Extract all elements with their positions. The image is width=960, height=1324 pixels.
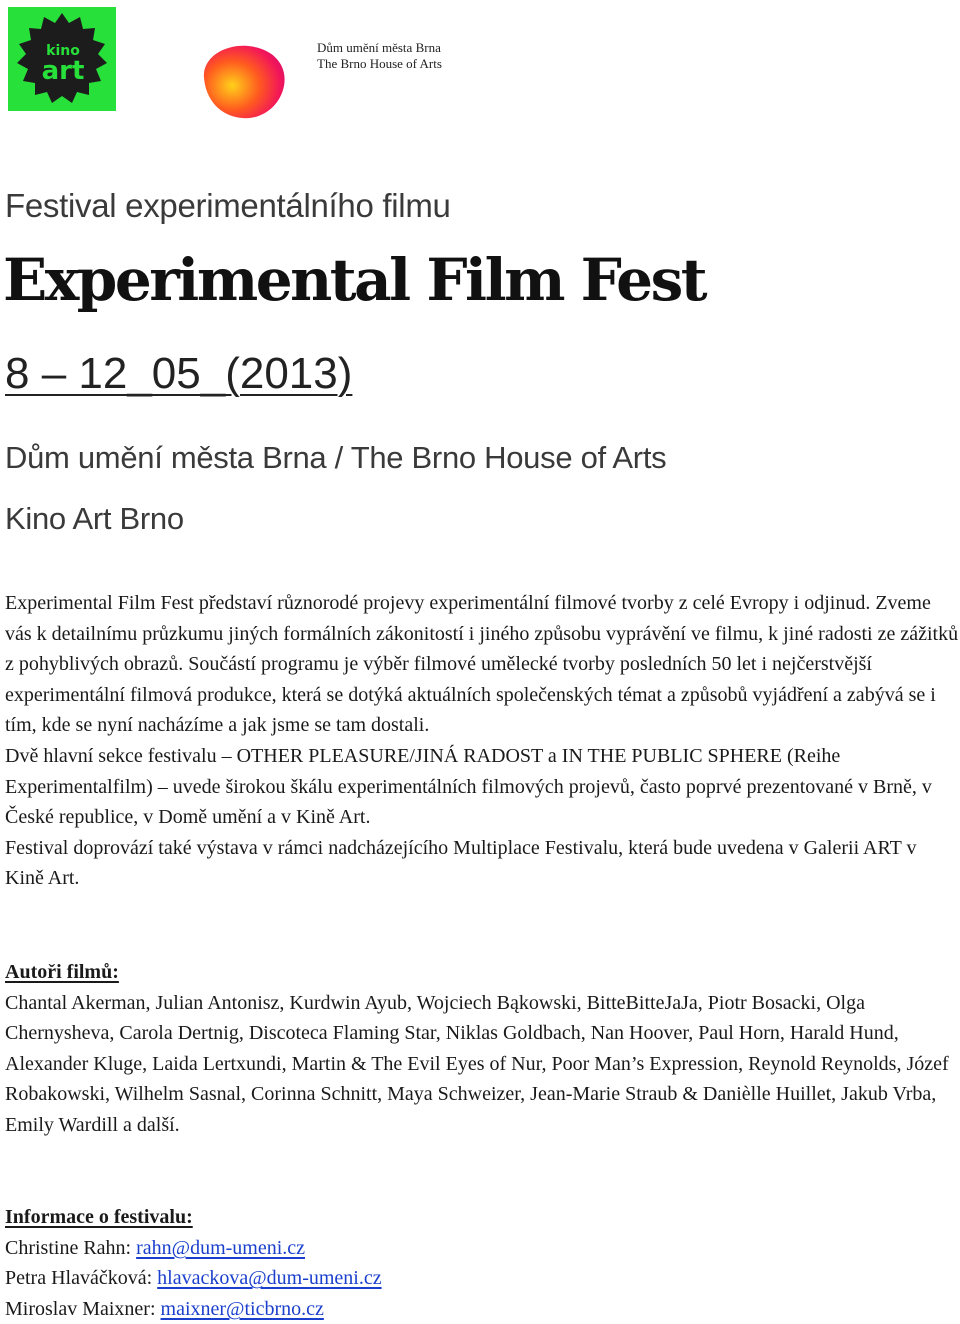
intro-text <box>5 588 960 894</box>
intro-paragraph: Experimental Film Fest představí různorodé projevy experimentální filmové tvorby z celé Evropy i odjinud. Zveme vás k detailnímu průzkumu jiných formálních zákonitostí i jiného způsobu vyprávění ve filmu, k jiné radosti ze zážitků z pohyblivých obrazů. Součástí programu je výběr filmové umělecké tvorby posledních 50 let i nejčerstvější experimentální filmová produkce, která se dotýká aktuálních společenských témat a způsobů vyjádření a zabývá se i tím, kde se nyní nacházíme a jak jsme se tam dostali. <box>5 592 959 737</box>
venue-secondary: Kino Art Brno <box>5 501 184 536</box>
house-name-en: The Brno House of Arts <box>317 56 442 71</box>
festival-subtitle: Festival experimentálního filmu <box>5 187 451 224</box>
authors-section <box>5 957 960 1141</box>
contact-name: Miroslav Maixner: <box>5 1297 156 1320</box>
contact-row <box>5 1263 960 1294</box>
kino-logo-text-bottom: art <box>41 56 85 86</box>
authors-list: Chantal Akerman, Julian Antonisz, Kurdwin Ayub, Wojciech Bąkowski, BitteBitteJaJa, Piotr Bosacki, Olga Chernysheva, Carola Dertnig, Discoteca Flaming Star, Niklas Goldbach, Nan Hoover, Paul Horn, Harald Hund, Alexander Kluge, Laida Lertxundi, Martin & The Evil Eyes of Nur, Poor Man’s Expression, Reynold Reynolds, Józef Robakowski, Wilhelm Sasnal, Corinna Schnitt, Maya Schweizer, Jean-Marie Straub & Danièlle Huillet, Jakub Vrba, Emily Wardill a další. <box>5 991 949 1136</box>
intro-paragraph: Festival doprovází také výstava v rámci nadcházejícího Multiplace Festivalu, která bude uvedena v Galerii ART v Kině Art. <box>5 836 917 890</box>
venue-primary: Dům umění města Brna / The Brno House of Arts <box>5 440 667 475</box>
contact-email-link[interactable]: rahn@dum-umeni.cz <box>136 1236 306 1259</box>
festival-dates: 8 – 12_05_(2013) <box>5 349 353 398</box>
contact-row <box>5 1294 960 1324</box>
contact-row <box>5 1233 960 1264</box>
brno-house-of-arts-logo <box>198 40 290 122</box>
house-name-cz: Dům umění města Brna <box>317 40 441 55</box>
page-header <box>0 0 960 130</box>
house-name-block <box>317 40 442 72</box>
contact-email-link[interactable]: maixner@ticbrno.cz <box>160 1297 324 1320</box>
contact-name: Christine Rahn: <box>5 1236 132 1259</box>
kino-art-logo <box>8 7 116 111</box>
contact-name: Petra Hlaváčková: <box>5 1267 153 1290</box>
contact-email-link[interactable]: hlavackova@dum-umeni.cz <box>157 1267 382 1290</box>
info-heading: Informace o festivalu: <box>5 1206 193 1228</box>
kino-logo-text-top: kino <box>46 43 80 59</box>
festival-info-section <box>5 1202 960 1324</box>
page-title: Experimental Film Fest <box>3 246 706 314</box>
authors-heading: Autoři filmů: <box>5 961 119 983</box>
intro-paragraph: Dvě hlavní sekce festivalu – OTHER PLEASURE/JINÁ RADOST a IN THE PUBLIC SPHERE (Reihe Experimentalfilm) – uvede širokou škálu experimentálních filmových projevů, často poprvé prezentované v Brně, v České republice, v Domě umění a v Kině Art. <box>5 744 932 829</box>
